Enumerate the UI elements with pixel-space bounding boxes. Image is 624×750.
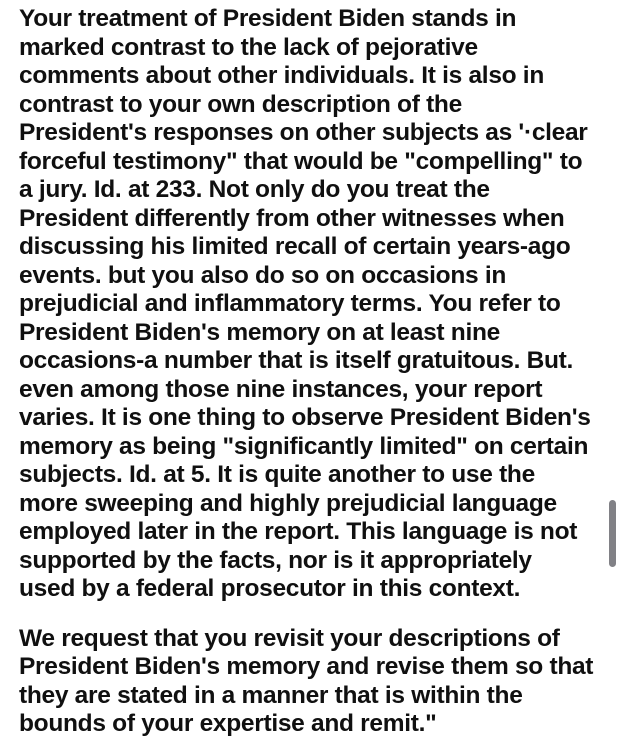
paragraph — [19, 5, 616, 604]
text-line: supported by the facts, nor is it appropriately — [19, 546, 532, 574]
text-line: varies. It is one thing to observe President Biden's — [19, 404, 591, 431]
text-line: prejudicial and inflammatory terms. You refer to — [19, 290, 561, 317]
text-line: memory as being "significantly limited" on certain — [19, 432, 589, 460]
text-line: contrast to your own description of the — [19, 90, 462, 118]
text-line: Your treatment of President Biden stands in — [19, 5, 517, 32]
text-line: occasions-a number that is itself gratuitous. But. — [19, 347, 574, 374]
text-line: President Biden's memory on at least nine — [19, 318, 500, 346]
text-line: comments about other individuals. It is also in — [19, 62, 544, 89]
text-line: a jury. Id. at 233. Not only do you treat the — [19, 176, 490, 203]
text-line: forceful testimony" that would be "compelling" to — [19, 147, 583, 175]
text-line: events. but you also do so on occasions in — [19, 261, 507, 289]
document-text — [19, 5, 616, 739]
paragraph — [19, 625, 616, 739]
text-line: even among those nine instances, your report — [19, 375, 543, 403]
text-line: President's responses on other subjects as '·clear — [19, 119, 588, 146]
text-line: discussing his limited recall of certain years-ago — [19, 233, 571, 260]
text-line: marked contrast to the lack of pejorative — [19, 33, 478, 61]
text-line: employed later in the report. This language is not — [19, 518, 578, 545]
text-line: more sweeping and highly prejudicial language — [19, 489, 557, 517]
text-line: President Biden's memory and revise them so that — [19, 653, 594, 680]
text-line: subjects. Id. at 5. It is quite another to use the — [19, 461, 535, 488]
text-line: used by a federal prosecutor in this context. — [19, 575, 521, 602]
text-line: We request that you revisit your descriptions of — [19, 624, 560, 652]
scrollbar-thumb[interactable] — [609, 500, 616, 567]
text-line: bounds of your expertise and remit." — [19, 710, 437, 737]
text-line: President differently from other witnesses when — [19, 204, 565, 232]
text-line: they are stated in a manner that is within the — [19, 681, 523, 709]
